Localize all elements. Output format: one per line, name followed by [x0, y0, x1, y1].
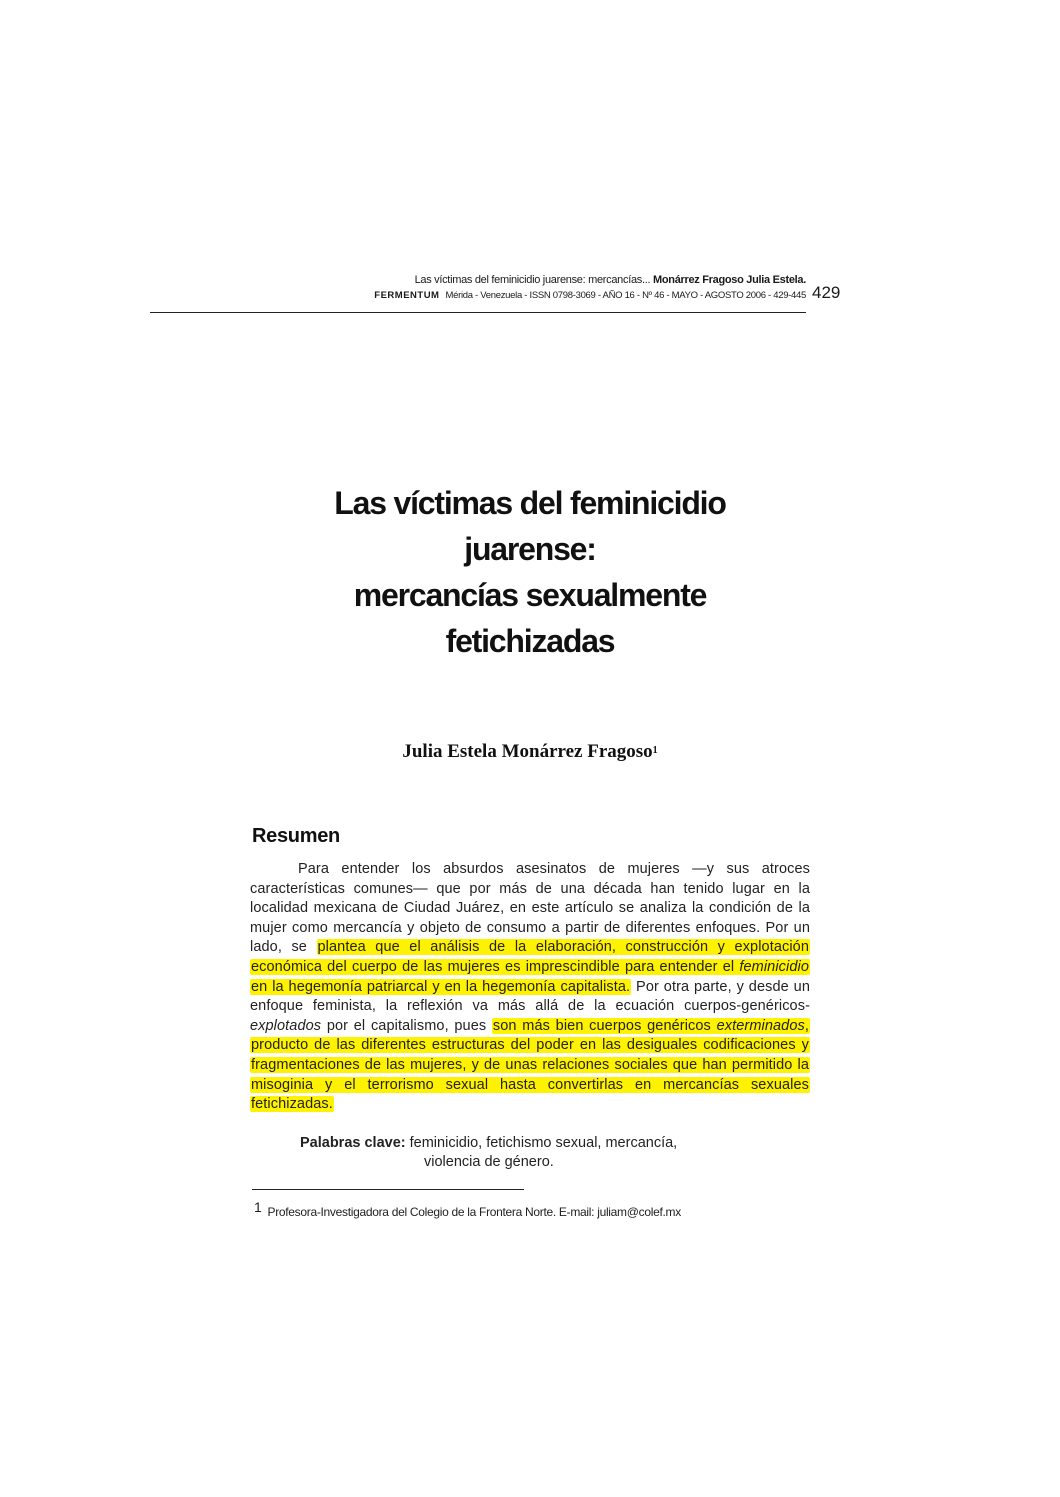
abstract-text-1: Para entender los absurdos asesinatos de mujeres —y sus atroces características comunes— que por más de una década han tenido lugar en la localidad mexicana de Ciudad Juárez, en este artículo se analiza la condición de la mujer como mercancía y objeto de consumo a partir de diferentes enfoques. Por un lado, se	[250, 861, 810, 956]
header-divider	[150, 312, 806, 313]
footnote-number: 1	[254, 1199, 262, 1215]
keywords-line-2: violencia de género.	[424, 1154, 554, 1170]
title-line-3: mercancías sexualmente	[353, 577, 707, 613]
highlight-1-text: plantea que el análisis de la elaboración, construcción y explotación económica del cuerpo de las mujeres es imprescindible para entender el	[251, 939, 809, 975]
abstract-text-2: Por otra parte, y desde un enfoque feminista, la reflexión va más allá de la ecuación cuerpos-genéricos-	[250, 978, 811, 1015]
author-line	[250, 740, 810, 764]
title-line-1: Las víctimas del feminicidio	[334, 485, 726, 521]
keywords	[300, 1134, 760, 1172]
running-head-line1	[150, 273, 806, 288]
running-head-title: Las víctimas del feminicidio juarense: mercancías...	[414, 274, 651, 286]
abstract-heading: Resumen	[252, 825, 340, 847]
highlight-2-text: son más bien cuerpos genéricos	[492, 1017, 717, 1034]
running-head	[150, 273, 806, 303]
journal-name: FERMENTUM	[374, 290, 440, 301]
keywords-line-1: feminicidio, fetichismo sexual, mercancía,	[409, 1135, 678, 1151]
footnote-divider	[252, 1189, 524, 1190]
abstract-body	[250, 860, 810, 1115]
title-line-2: juarense:	[464, 531, 596, 567]
journal-citation: Mérida - Venezuela - ISSN 0798-3069 - AÑO 16 - Nº 46 - MAYO - AGOSTO 2006 - 429-445	[445, 290, 806, 301]
footnote	[254, 1199, 814, 1220]
running-head-author: Monárrez Fragoso Julia Estela.	[653, 274, 806, 286]
abstract-italic-explotados: explotados	[250, 1017, 322, 1034]
keywords-label: Palabras clave:	[300, 1135, 406, 1151]
highlight-1-italic: feminicidio	[739, 958, 809, 975]
article-title	[250, 480, 810, 664]
footnote-text: Profesora-Investigadora del Colegio de la Frontera Norte. E-mail: juliam@colef.mx	[267, 1205, 681, 1219]
title-line-4: fetichizadas	[445, 623, 615, 659]
highlight-2-italic: exterminados	[716, 1017, 805, 1034]
author-name: Julia Estela Monárrez Fragoso	[402, 741, 653, 762]
running-head-line2	[150, 288, 806, 303]
abstract-text-3: por el capitalismo, pues	[321, 1017, 492, 1034]
highlight-1-end: en la hegemonía patriarcal y en la hegemonía capitalista.	[251, 978, 631, 995]
page-number: 429	[812, 283, 841, 302]
highlight-2-end: , producto de las diferentes estructuras del poder en las desiguales codificaciones y fragmentaciones de las mujeres, y de unas relaciones sociales que han permitido la misoginia y el terrorismo sexual hasta convertirlas en mercancías sexuales fetichizadas.	[251, 1017, 809, 1113]
author-footnote-mark: 1	[652, 745, 658, 756]
